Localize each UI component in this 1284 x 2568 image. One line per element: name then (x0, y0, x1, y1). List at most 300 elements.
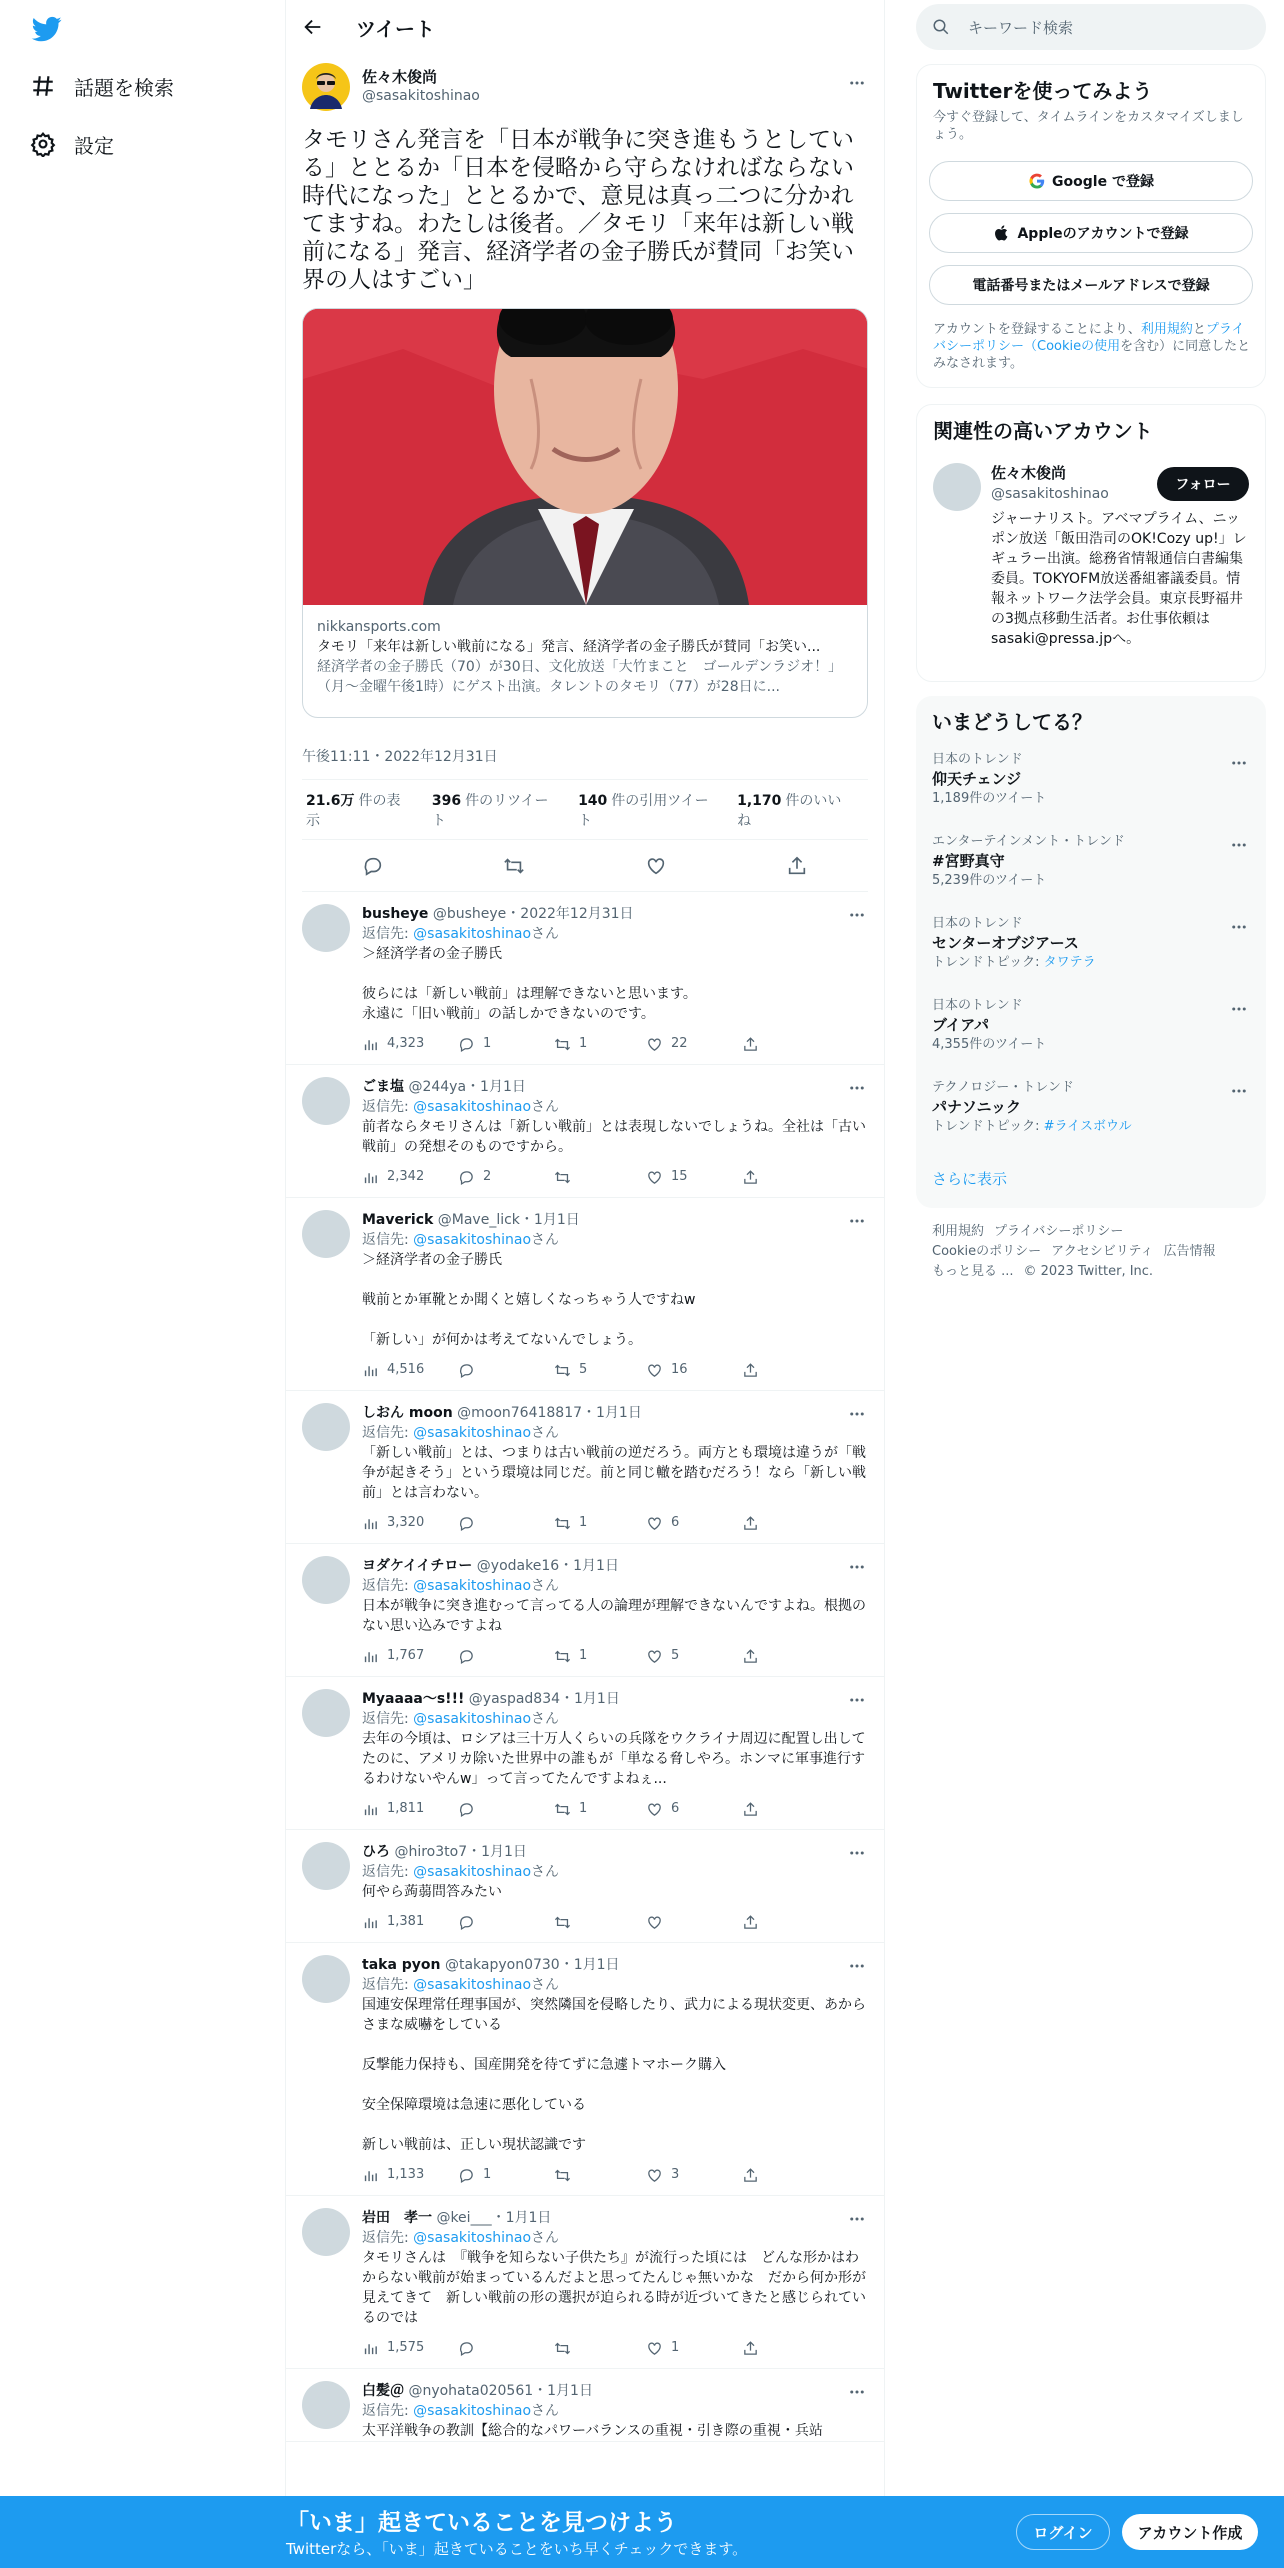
signup-button[interactable]: アカウント作成 (1122, 2514, 1258, 2550)
reply-author-name[interactable]: ごま塩 (362, 1079, 404, 1095)
related-title: 関連性の高いアカウント (933, 419, 1153, 443)
reply-text: ＞経済学者の金子勝氏 戦前とか軍靴とか聞くと嬉しくなっちゃう人ですねw 「新しい」が何かは考えてないんでしょう。 (362, 1252, 696, 1348)
reply-button[interactable] (458, 1034, 554, 1054)
footer-privacy-link[interactable]: プライバシーポリシー (994, 1224, 1124, 1239)
more-icon[interactable] (1228, 834, 1250, 856)
share-button[interactable] (742, 1169, 767, 1186)
like-icon (646, 1914, 671, 1931)
more-icon[interactable] (846, 1077, 868, 1099)
reply-to (362, 2228, 868, 2248)
reply-to-suffix: さん (531, 1711, 560, 1727)
retweet-button[interactable] (554, 2167, 646, 2184)
tweet-stats (302, 780, 868, 840)
retweet-icon[interactable] (503, 855, 525, 877)
views-count: 1,811 (387, 1801, 425, 1816)
trend-name: ブイアパ (932, 1016, 990, 1034)
trend-item[interactable] (932, 998, 1250, 1054)
reply-actions (362, 1636, 868, 1676)
reply-icon (458, 1362, 483, 1379)
google-signup-button[interactable] (929, 161, 1253, 201)
like-button[interactable] (646, 1914, 742, 1931)
reply-to-handle[interactable]: @sasakitoshinao (413, 1864, 532, 1880)
trend-count (932, 1118, 1250, 1136)
retweet-icon (554, 1515, 579, 1532)
apple-signup-button[interactable] (929, 213, 1253, 253)
trends-title: いまどうしてる？ (932, 710, 1092, 734)
reply-button[interactable] (458, 1362, 554, 1379)
banner-title: 「いま」起きていることを見つけよう (286, 2510, 677, 2536)
reply-text: 国連安保理常任理事国が、突然隣国を侵略したり、武力による現状変更、あからさまな威嚇をしている 反撃能力保持も、国産開発を待てずに急遽トマホーク購入 安全保障環境は急速に悪化している 新しい戦前は、正しい現状認識です (362, 1997, 866, 2153)
signup-title: Twitterを使ってみよう (933, 79, 1153, 103)
reply-to-handle[interactable]: @sasakitoshinao (413, 1232, 532, 1248)
views-stat[interactable] (362, 1799, 458, 1819)
reply-to-label: 返信先: (362, 1864, 414, 1880)
reply-icon (458, 1914, 483, 1931)
reply-tweet[interactable] (286, 2196, 884, 2369)
footer-ads-link[interactable]: 広告情報 (1163, 1244, 1216, 1259)
reply-button[interactable] (458, 1801, 554, 1818)
reply-meta[interactable]: @hiro3to7・1月1日 (394, 1844, 527, 1860)
views-count: 21.6万 (306, 792, 355, 809)
retweet-button[interactable] (554, 1360, 646, 1380)
reply-meta[interactable]: @244ya・1月1日 (408, 1079, 526, 1095)
retweet-button[interactable] (554, 1914, 646, 1931)
trend-count-text: トレンドトピック: (932, 1119, 1044, 1134)
views-count: 1,575 (387, 2340, 425, 2355)
trend-item[interactable] (932, 1080, 1250, 1136)
back-arrow-icon[interactable] (302, 16, 324, 38)
main-tweet (286, 54, 884, 892)
avatar[interactable] (302, 63, 350, 111)
reply-text: 太平洋戦争の教訓【総合的なパワーバランスの重視・引き際の重視・兵站 (362, 2423, 823, 2439)
avatar[interactable] (302, 1842, 350, 1890)
reply-to-handle[interactable]: @sasakitoshinao (413, 2403, 532, 2419)
trend-name: #宮野真守 (932, 852, 1005, 870)
like-icon (646, 2340, 671, 2357)
quotes-stat[interactable] (578, 790, 711, 830)
footer-copyright: © 2023 Twitter, Inc. (1023, 1264, 1154, 1279)
reply-to-label: 返信先: (362, 2230, 414, 2246)
retweet-count: 1 (579, 1648, 588, 1663)
reply-button[interactable] (458, 1167, 554, 1187)
gear-icon (30, 131, 56, 157)
more-icon[interactable] (846, 1210, 868, 1232)
reply-icon (458, 2167, 483, 2184)
reply-to (362, 1230, 868, 1250)
share-button[interactable] (742, 1036, 767, 1053)
more-icon[interactable] (846, 1842, 868, 1864)
footer-terms-link[interactable]: 利用規約 (932, 1224, 985, 1239)
reply-to-suffix: さん (531, 1425, 560, 1441)
trend-item[interactable] (932, 916, 1250, 972)
retweets-label: 件のリツイート (431, 792, 549, 829)
reply-to-handle[interactable]: @sasakitoshinao (413, 1099, 532, 1115)
views-icon (362, 1036, 387, 1053)
more-icon[interactable] (846, 904, 868, 926)
reply-to-suffix: さん (531, 926, 560, 942)
views-stat[interactable] (362, 1034, 458, 1054)
reply-count: 1 (483, 1036, 492, 1051)
views-icon (362, 1801, 387, 1818)
like-button[interactable] (646, 2338, 742, 2358)
footer-accessibility-link[interactable]: アクセシビリティ (1051, 1244, 1154, 1259)
like-count: 22 (671, 1036, 688, 1051)
share-button[interactable] (742, 2340, 767, 2357)
reply-button[interactable] (458, 1515, 554, 1532)
avatar[interactable] (302, 1077, 350, 1125)
reply-icon (458, 1169, 483, 1186)
reply-to-label: 返信先: (362, 1977, 414, 1993)
quotes-label: 件の引用ツイート (578, 792, 709, 829)
apple-signup-label: Appleのアカウントで登録 (1017, 226, 1189, 242)
reply-meta[interactable]: @Mave_lick・1月1日 (437, 1212, 580, 1228)
reply-to (362, 1709, 868, 1729)
reply-tweet[interactable] (286, 1544, 884, 1677)
main-column (285, 0, 885, 2500)
more-icon[interactable] (1228, 998, 1250, 1020)
views-count: 4,323 (387, 1036, 425, 1051)
reply-to-label: 返信先: (362, 1711, 414, 1727)
like-button[interactable] (646, 1167, 742, 1187)
reply-actions (362, 2155, 868, 2195)
views-stat[interactable] (362, 2338, 458, 2358)
terms-text-2: と (1192, 322, 1206, 337)
terms-text-1: アカウントを登録することにより、 (933, 322, 1141, 337)
reply-actions (362, 1789, 868, 1829)
reply-to-suffix: さん (531, 1232, 560, 1248)
views-count: 3,320 (387, 1515, 425, 1530)
reply-to-suffix: さん (531, 1578, 560, 1594)
views-stat[interactable] (362, 1360, 458, 1380)
retweet-icon (554, 1169, 579, 1186)
views-stat[interactable] (362, 1513, 458, 1533)
views-icon (362, 1648, 387, 1665)
phone-email-signup-button[interactable] (929, 265, 1253, 305)
trend-count-text: トレンドトピック: (932, 955, 1044, 970)
login-button[interactable]: ログイン (1016, 2514, 1110, 2550)
more-icon[interactable] (1228, 1080, 1250, 1102)
reply-tweet[interactable] (286, 1198, 884, 1391)
like-button[interactable] (646, 1646, 742, 1666)
reply-button[interactable] (458, 2340, 554, 2357)
retweet-button[interactable] (554, 1646, 646, 1666)
trend-topic-link[interactable]: タワテラ (1043, 955, 1096, 970)
views-count: 1,381 (387, 1914, 425, 1929)
retweet-button[interactable] (554, 1799, 646, 1819)
reply-meta[interactable]: @moon76418817・1月1日 (457, 1405, 642, 1421)
author-name[interactable]: 佐々木俊尚 (362, 68, 438, 86)
reply-author-name[interactable]: taka pyon (362, 1957, 441, 1973)
reply-author-name[interactable]: ヨダケイイチロー (362, 1558, 473, 1574)
share-icon (742, 2340, 767, 2357)
card-title: タモリ「来年は新しい戦前になる」発言、経済学者の金子勝氏が賛同「お笑い... (317, 639, 821, 655)
reply-meta[interactable]: @kei___・1月1日 (436, 2210, 552, 2226)
trend-name: 仰天チェンジ (932, 770, 1022, 788)
avatar[interactable] (302, 1955, 350, 2003)
views-icon (362, 2340, 387, 2357)
trends-box (916, 696, 1266, 1208)
more-icon[interactable] (1228, 916, 1250, 938)
retweets-stat[interactable] (432, 790, 552, 830)
hashtag-icon (30, 73, 56, 99)
avatar[interactable] (933, 463, 981, 511)
reply-meta[interactable]: @nyohata020561・1月1日 (408, 2383, 593, 2399)
views-stat[interactable] (362, 1912, 458, 1932)
reply-tweet[interactable] (286, 1830, 884, 1943)
reply-icon (458, 1801, 483, 1818)
search-input[interactable]: キーワード検索 (968, 18, 1074, 37)
like-icon (646, 1169, 671, 1186)
reply-count: 2 (483, 1169, 492, 1184)
search-icon (932, 18, 968, 36)
quotes-count: 140 (578, 792, 608, 809)
avatar[interactable] (302, 1556, 350, 1604)
reply-to-label: 返信先: (362, 2403, 414, 2419)
reply-author-name[interactable]: Maverick (362, 1212, 434, 1228)
nav-settings[interactable] (30, 124, 114, 164)
retweet-count: 1 (579, 1801, 588, 1816)
share-icon (742, 1648, 767, 1665)
like-count: 1 (671, 2340, 680, 2355)
footer-cookie-link[interactable]: Cookieのポリシー (932, 1244, 1042, 1259)
reply-tweet[interactable] (286, 1677, 884, 1830)
retweet-button[interactable] (554, 1034, 646, 1054)
views-stat[interactable] (306, 790, 406, 830)
trend-category: 日本のトレンド (932, 998, 1023, 1013)
tweet-actions (302, 840, 868, 892)
trend-topic-link[interactable]: #ライスボウル (1043, 1119, 1132, 1134)
more-icon[interactable] (846, 1403, 868, 1425)
share-icon (742, 1036, 767, 1053)
share-button[interactable] (742, 1648, 767, 1665)
reply-to (362, 924, 868, 944)
more-icon[interactable] (846, 2208, 868, 2230)
related-name[interactable]: 佐々木俊尚 (991, 464, 1067, 482)
footer-links (932, 1222, 1252, 1282)
tweet-timestamp[interactable]: 午後11:11・2022年12月31日 (302, 734, 868, 780)
card-image (303, 309, 867, 605)
more-icon[interactable] (846, 1955, 868, 1977)
reply-to-handle[interactable]: @sasakitoshinao (413, 1711, 532, 1727)
link-card[interactable] (302, 308, 868, 718)
trend-count (932, 1036, 1250, 1054)
views-count: 1,767 (387, 1648, 425, 1663)
follow-button[interactable]: フォロー (1157, 467, 1249, 501)
like-icon (646, 2167, 671, 2184)
reply-tweet[interactable] (286, 1065, 884, 1198)
views-count: 1,133 (387, 2167, 425, 2182)
reply-text: ＞経済学者の金子勝氏 彼らには「新しい戦前」は理解できないと思います。 永遠に「旧い戦前」の話しかできないのです。 (362, 946, 697, 1022)
retweet-icon (554, 1036, 579, 1053)
avatar[interactable] (302, 1689, 350, 1737)
avatar[interactable] (302, 2381, 350, 2429)
views-stat[interactable] (362, 2165, 458, 2185)
more-icon[interactable] (846, 1689, 868, 1711)
views-stat[interactable] (362, 1646, 458, 1666)
replies-list (286, 892, 884, 2442)
reply-meta[interactable]: @takapyon0730・1月1日 (444, 1957, 620, 1973)
views-stat[interactable] (362, 1167, 458, 1187)
views-icon (362, 2167, 387, 2184)
likes-stat[interactable] (737, 790, 846, 830)
trend-category: エンターテインメント・トレンド (932, 834, 1125, 849)
terms-link[interactable]: 利用規約 (1140, 322, 1193, 337)
views-icon (362, 1169, 387, 1186)
like-count: 5 (671, 1648, 680, 1663)
reply-author-name[interactable]: busheye (362, 906, 429, 922)
reply-actions (362, 1024, 868, 1064)
google-signup-label: Google で登録 (1052, 174, 1154, 190)
show-more-link[interactable]: さらに表示 (932, 1170, 1008, 1188)
reply-icon (458, 1036, 483, 1053)
terms-text-3: を含む）に同意したとみなされます。 (933, 339, 1251, 371)
reply-to-suffix: さん (531, 1977, 560, 1993)
like-button[interactable] (646, 2165, 742, 2185)
reply-actions (362, 2328, 868, 2368)
share-icon (742, 1914, 767, 1931)
more-icon[interactable] (1228, 752, 1250, 774)
twitter-logo-icon[interactable] (30, 14, 64, 44)
reply-to-label: 返信先: (362, 1425, 414, 1441)
phone-signup-label: 電話番号またはメールアドレスで登録 (972, 278, 1210, 294)
reply-to-handle[interactable]: @sasakitoshinao (413, 1578, 532, 1594)
trend-count (932, 790, 1250, 808)
like-icon[interactable] (645, 855, 667, 877)
reply-to-suffix: さん (531, 2230, 560, 2246)
reply-to-label: 返信先: (362, 1099, 414, 1115)
retweet-icon (554, 1801, 579, 1818)
search-box[interactable] (916, 4, 1266, 50)
trend-count (932, 872, 1250, 890)
reply-to-handle[interactable]: @sasakitoshinao (413, 1425, 532, 1441)
retweet-count: 1 (579, 1036, 588, 1051)
nav-explore[interactable] (30, 66, 174, 106)
signup-terms (933, 321, 1253, 372)
like-icon (646, 1362, 671, 1379)
trend-count-text: 4,355件のツイート (932, 1037, 1047, 1052)
reply-to-label: 返信先: (362, 926, 414, 942)
avatar[interactable] (302, 1403, 350, 1451)
reply-to (362, 1423, 868, 1443)
author-handle[interactable]: @sasakitoshinao (362, 88, 480, 104)
like-button[interactable] (646, 1513, 742, 1533)
retweet-icon (554, 2167, 579, 2184)
reply-to-suffix: さん (531, 1099, 560, 1115)
signup-banner (0, 2496, 1284, 2568)
trend-count-text: 5,239件のツイート (932, 873, 1047, 888)
trend-count (932, 954, 1250, 972)
reply-meta[interactable]: @busheye・2022年12月31日 (432, 906, 634, 922)
reply-text: タモリさんは 『戦争を知らない子供たち』が流行った頃には どんな形かはわからない戦前が始まっているんだよと思ってたんじゃ無いかな だから何か形が見えてきて 新しい戦前の形の選択が迫られる時が近づいてきたと感じられているのでは (362, 2250, 866, 2326)
reply-to-handle[interactable]: @sasakitoshinao (413, 2230, 532, 2246)
privacy-link[interactable]: プライバシーポリシー（Cookieの使用 (933, 322, 1245, 354)
share-button[interactable] (742, 2167, 767, 2184)
reply-to-handle[interactable]: @sasakitoshinao (413, 926, 532, 942)
footer-more-link[interactable]: もっと見る ... (932, 1264, 1014, 1279)
avatar[interactable] (302, 1210, 350, 1258)
share-button[interactable] (742, 1515, 767, 1532)
trend-item[interactable] (932, 752, 1250, 808)
reply-author-name[interactable]: 岩田 孝一 (362, 2210, 432, 2226)
like-icon (646, 1801, 671, 1818)
likes-count: 1,170 (737, 792, 782, 809)
reply-to (362, 1576, 868, 1596)
retweet-icon (554, 1362, 579, 1379)
reply-meta[interactable]: @yaspad834・1月1日 (468, 1691, 620, 1707)
reply-to (362, 1862, 868, 1882)
related-bio: ジャーナリスト。アベマプライム、ニッポン放送「飯田浩司のOK!Cozy up!」レギュラー出演。総務省情報通信白書編集委員。TOKYOFM放送番組審議委員。情報ネットワーク法学会員。東京長野福井の3拠点移動生活者。お仕事依頼はsasaki@pressa.jpへ。 (991, 511, 1247, 647)
like-button[interactable] (646, 1360, 742, 1380)
reply-icon (458, 2340, 483, 2357)
trend-item[interactable] (932, 834, 1250, 890)
reply-button[interactable] (458, 1914, 554, 1931)
reply-to-label: 返信先: (362, 1578, 414, 1594)
reply-author-name[interactable]: ひろ (362, 1844, 390, 1860)
like-count: 3 (671, 2167, 680, 2182)
views-icon (362, 1515, 387, 1532)
retweet-button[interactable] (554, 2340, 646, 2357)
related-handle[interactable]: @sasakitoshinao (991, 486, 1109, 502)
like-button[interactable] (646, 1799, 742, 1819)
reply-actions (362, 1902, 868, 1942)
like-icon (646, 1515, 671, 1532)
share-button[interactable] (742, 1914, 767, 1931)
like-button[interactable] (646, 1034, 742, 1054)
reply-author-name[interactable]: しおん moon (362, 1405, 453, 1421)
retweet-icon (554, 2340, 579, 2357)
tweet-text: タモリさん発言を「日本が戦争に突き進もうとしている」ととるか「日本を侵略から守らなければならない時代になった」ととるかで、意見は真っ二つに分かれてますね。わたしは後者。／タモリ「来年は新しい戦前になる」発言、経済学者の金子勝氏が賛同「お笑い界の人はすごい」 (302, 127, 854, 293)
retweet-count: 5 (579, 1362, 588, 1377)
reply-meta[interactable]: @yodake16・1月1日 (476, 1558, 619, 1574)
reply-tweet[interactable] (286, 892, 884, 1065)
like-icon (646, 1036, 671, 1053)
reply-icon[interactable] (362, 855, 384, 877)
signup-subtitle: 今すぐ登録して、タイムラインをカスタマイズしましょう。 (933, 110, 1244, 142)
reply-to (362, 1975, 868, 1995)
share-button[interactable] (742, 1362, 767, 1379)
retweet-count: 1 (579, 1515, 588, 1530)
likes-label: 件のいいね (737, 792, 842, 829)
reply-button[interactable] (458, 1648, 554, 1665)
reply-count: 1 (483, 2167, 492, 2182)
reply-tweet[interactable] (286, 1943, 884, 2196)
left-nav (0, 0, 285, 2500)
reply-button[interactable] (458, 2165, 554, 2185)
retweet-button[interactable] (554, 1169, 646, 1186)
share-icon (742, 1515, 767, 1532)
retweet-button[interactable] (554, 1513, 646, 1533)
reply-author-name[interactable]: 白髪＠ (362, 2383, 404, 2399)
more-icon[interactable] (846, 1556, 868, 1578)
reply-author-name[interactable]: Myaaaa～s!!! (362, 1691, 465, 1707)
page-title: ツイート (356, 16, 435, 41)
share-button[interactable] (742, 1801, 767, 1818)
more-icon[interactable] (846, 2381, 868, 2403)
reply-to-handle[interactable]: @sasakitoshinao (413, 1977, 532, 1993)
views-icon (362, 1362, 387, 1379)
avatar[interactable] (302, 2208, 350, 2256)
more-icon[interactable] (846, 72, 868, 94)
retweet-icon (554, 1914, 579, 1931)
reply-to-suffix: さん (531, 1864, 560, 1880)
views-icon (362, 1914, 387, 1931)
trend-name: パナソニック (932, 1098, 1021, 1116)
reply-tweet[interactable] (286, 2369, 884, 2442)
avatar[interactable] (302, 904, 350, 952)
share-icon[interactable] (786, 855, 808, 877)
views-count: 2,342 (387, 1169, 425, 1184)
reply-tweet[interactable] (286, 1391, 884, 1544)
